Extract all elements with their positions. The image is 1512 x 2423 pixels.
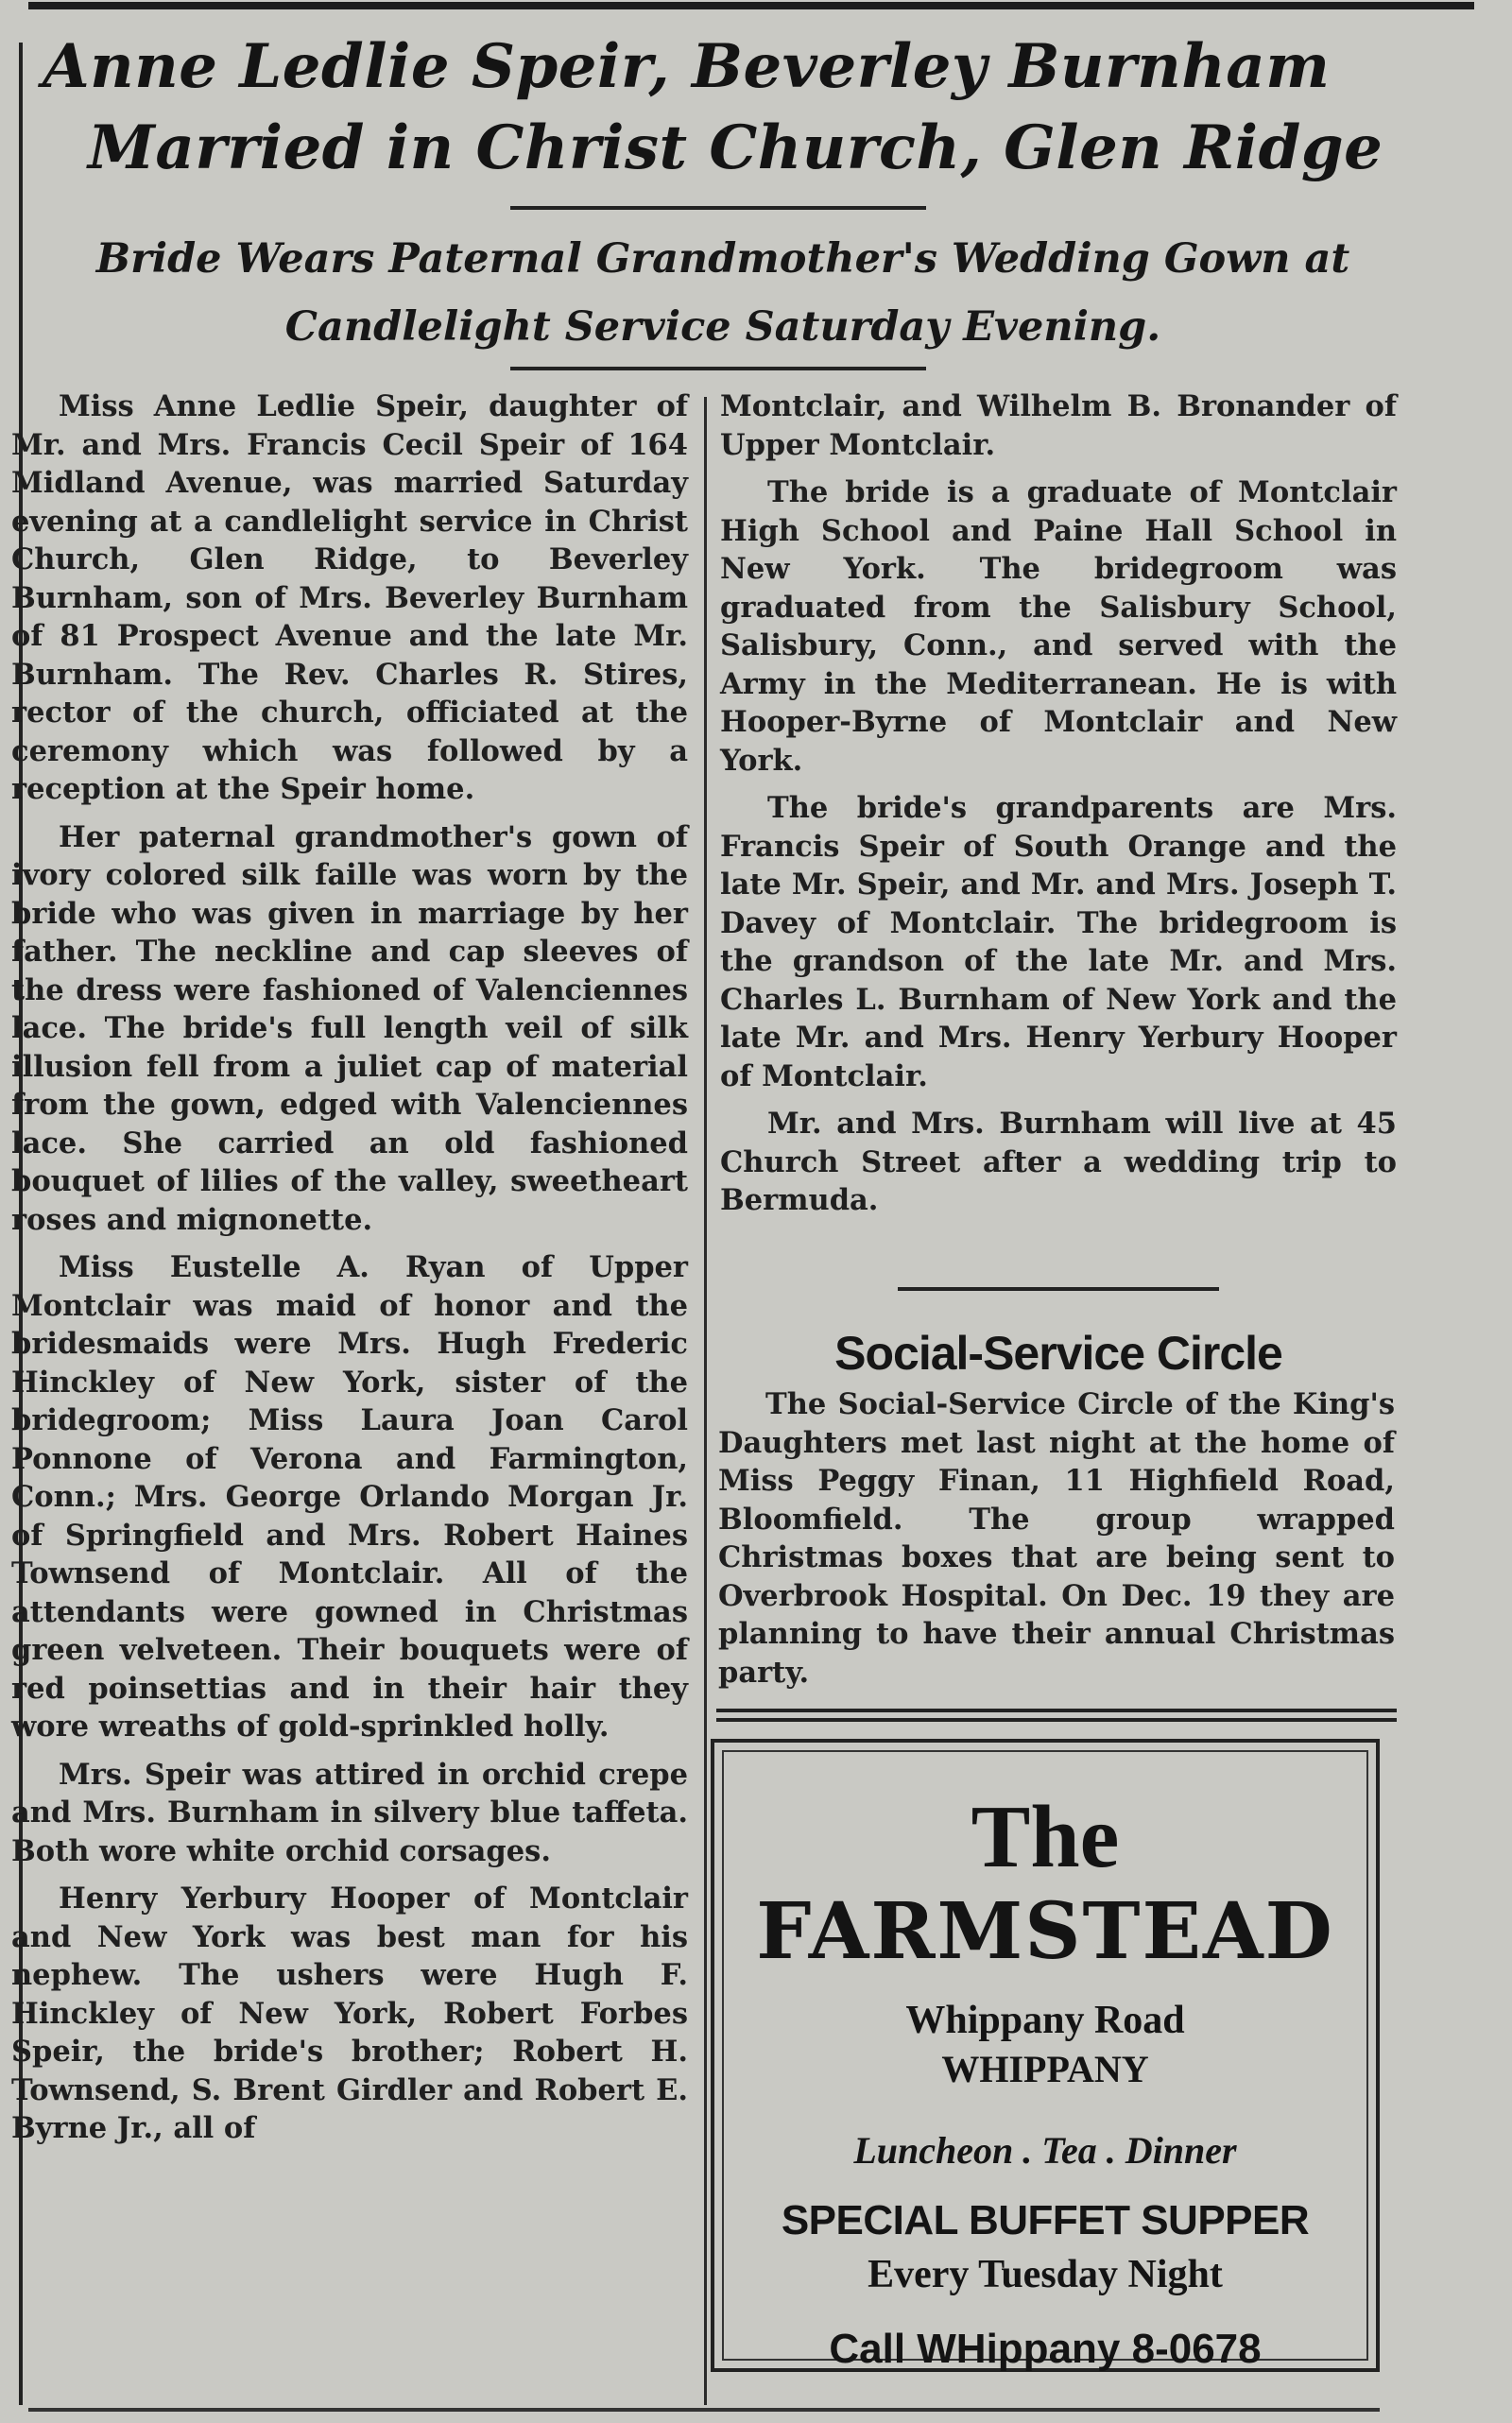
article-column-1 — [11, 387, 688, 2157]
article-paragraph: Mr. and Mrs. Burnham will live at 45 Church Street after a wedding trip to Bermuda. — [720, 1107, 1397, 1217]
social-service-column — [718, 1385, 1395, 1701]
subheadline-line-1: Bride Wears Paternal Grandmother's Wedding Gown at — [95, 235, 1350, 283]
ad-road: Whippany Road — [905, 1999, 1185, 2042]
subhead-divider — [510, 367, 926, 370]
column-divider — [704, 397, 707, 2405]
ad-separator-rule — [716, 1709, 1397, 1712]
article-paragraph: Mrs. Speir was attired in orchid crepe and Mrs. Burnham in silvery blue taffeta. Both wore white orchid corsages. — [11, 1757, 688, 1868]
headline-divider — [510, 206, 926, 210]
subheadline-line-2: Candlelight Service Saturday Evening. — [284, 303, 1161, 351]
article-end-divider — [898, 1287, 1219, 1291]
social-service-body: The Social-Service Circle of the King's Daughters met last night at the home of Miss Peggy Finan, 11 Highfield Road, Bloomfield. The group wrapped Christmas boxes that are being sent to Overbrook Hospital. On Dec. 19 they are planning to have their annual Christmas party. — [718, 1387, 1395, 1690]
article-column-2 — [720, 387, 1397, 1229]
article-paragraph: The bride is a graduate of Montclair High School and Paine Hall School in New York. The bridegroom was graduated from the Salisbury School, Salisbury, Conn., and served with the Army in the Mediterranean. He is with Hooper-Byrne of Montclair and New York. — [720, 475, 1397, 778]
ad-business-name: FARMSTEAD — [756, 1886, 1334, 1977]
ad-separator-rule — [716, 1718, 1397, 1722]
ad-meals: Luncheon . Tea . Dinner — [853, 2129, 1237, 2172]
article-paragraph: Her paternal grandmother's gown of ivory colored silk faille was worn by the bride who was given in marriage by her father. The neckline and cap sleeves of the dress were fashioned of Valenciennes lace. The bride's full length veil of silk illusion fell from a juliet cap of material from the gown, edged with Valenciennes lace. She carried an old fashioned bouquet of lilies of the valley, sweetheart roses and mignonette. — [11, 819, 688, 1237]
headline-line-2: Married in Christ Church, Glen Ridge — [88, 112, 1383, 183]
ad-town: WHIPPANY — [941, 2048, 1149, 2090]
article-paragraph: The bride's grandparents are Mrs. Francis Speir of South Orange and the late Mr. Speir, and Mr. and Mrs. Joseph T. Davey of Montclair. The bridegroom is the grandson of the late Mr. and Mrs. Charles L. Burnham of New York and the late Mr. and Mrs. Henry Yerbury Hooper of Montclair. — [720, 791, 1397, 1093]
article-paragraph: Henry Yerbury Hooper of Montclair and New York was best man for his nephew. The ushers were Hugh F. Hinckley of New York, Robert Forbes Speir, the bride's brother; Robert H. Townsend, S. Brent Girdler and Robert E. Byrne Jr., all of — [11, 1882, 688, 2145]
ad-schedule: Every Tuesday Night — [868, 2253, 1223, 2296]
bottom-border-rule — [28, 2408, 1380, 2412]
top-border-rule — [28, 2, 1474, 9]
ad-the: The — [971, 1788, 1120, 1886]
article-paragraph: Montclair, and Wilhelm B. Bronander of Upper Montclair. — [720, 389, 1397, 462]
ad-special: SPECIAL BUFFET SUPPER — [781, 2197, 1310, 2243]
social-service-title: Social-Service Circle — [834, 1327, 1282, 1380]
farmstead-advertisement — [711, 1739, 1380, 2372]
ad-phone: Call WHippany 8-0678 — [829, 2326, 1262, 2372]
article-paragraph: Miss Eustelle A. Ryan of Upper Montclair was maid of honor and the bridesmaids were Mrs. Hugh Frederic Hinckley of New York, sister of the bridegroom; Miss Laura Joan Carol Ponnone of Verona and Farmington, Conn.; Mrs. George Orlando Morgan Jr. of Springfield and Mrs. Robert Haines Townsend of Montclair. All of the attendants were gowned in Christmas green velveteen. Their bouquets were of red poinsettias and in their hair they wore wreaths of gold-sprinkled holly. — [11, 1250, 688, 1744]
headline — [33, 26, 1451, 189]
subheadline — [28, 225, 1418, 361]
headline-line-1: Anne Ledlie Speir, Beverley Burnham — [43, 31, 1331, 102]
ad-inner-border — [722, 1750, 1368, 2372]
article-paragraph: Miss Anne Ledlie Speir, daughter of Mr. and Mrs. Francis Cecil Speir of 164 Midland Avenue, was married Saturday evening at a candlelight service in Christ Church, Glen Ridge, to Beverley Burnham, son of Mrs. Beverley Burnham of 81 Prospect Avenue and the late Mr. Burnham. The Rev. Charles R. Stires, rector of the church, officiated at the ceremony which was followed by a reception at the Speir home. — [11, 389, 688, 806]
